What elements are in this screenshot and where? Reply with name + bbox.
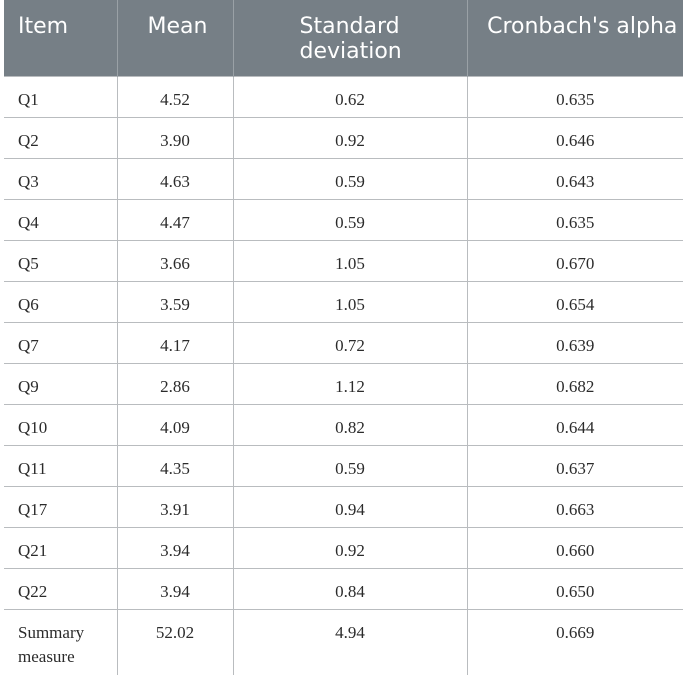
sd-cell: 0.92 — [233, 527, 467, 568]
sd-cell: 0.62 — [233, 76, 467, 117]
sd-cell: 0.82 — [233, 404, 467, 445]
sd-cell: 0.59 — [233, 158, 467, 199]
item-cell: Q5 — [4, 240, 117, 281]
mean-cell: 4.09 — [117, 404, 233, 445]
table-row — [4, 404, 683, 445]
sd-cell: 0.92 — [233, 117, 467, 158]
table-row — [4, 363, 683, 404]
table-row — [4, 199, 683, 240]
table-row — [4, 486, 683, 527]
mean-cell: 4.52 — [117, 76, 233, 117]
sd-cell: 1.05 — [233, 240, 467, 281]
sd-cell: 0.59 — [233, 445, 467, 486]
alpha-cell: 0.635 — [467, 76, 683, 117]
mean-cell: 52.02 — [117, 609, 233, 675]
item-cell: Summary measure — [4, 609, 117, 675]
table-row — [4, 568, 683, 609]
alpha-cell: 0.639 — [467, 322, 683, 363]
table-row — [4, 76, 683, 117]
alpha-cell: 0.643 — [467, 158, 683, 199]
sd-cell: 4.94 — [233, 609, 467, 675]
table-row — [4, 158, 683, 199]
sd-cell: 0.59 — [233, 199, 467, 240]
sd-cell: 1.12 — [233, 363, 467, 404]
header-row — [4, 0, 683, 76]
item-cell: Q17 — [4, 486, 117, 527]
table-row — [4, 240, 683, 281]
item-cell: Q7 — [4, 322, 117, 363]
mean-cell: 4.63 — [117, 158, 233, 199]
mean-cell: 3.59 — [117, 281, 233, 322]
item-cell: Q10 — [4, 404, 117, 445]
mean-cell: 3.94 — [117, 527, 233, 568]
item-cell: Q4 — [4, 199, 117, 240]
table-row — [4, 117, 683, 158]
alpha-cell: 0.646 — [467, 117, 683, 158]
header-item: Item — [4, 0, 117, 76]
item-cell: Q2 — [4, 117, 117, 158]
item-cell: Q9 — [4, 363, 117, 404]
header-cronbachs-alpha: Cronbach's alpha — [467, 0, 683, 76]
item-cell: Q3 — [4, 158, 117, 199]
table-body — [4, 76, 683, 675]
table-row — [4, 609, 683, 675]
alpha-cell: 0.663 — [467, 486, 683, 527]
item-cell: Q11 — [4, 445, 117, 486]
alpha-cell: 0.650 — [467, 568, 683, 609]
table-row — [4, 445, 683, 486]
alpha-cell: 0.635 — [467, 199, 683, 240]
mean-cell: 3.94 — [117, 568, 233, 609]
table-row — [4, 281, 683, 322]
table-row — [4, 527, 683, 568]
alpha-cell: 0.654 — [467, 281, 683, 322]
sd-cell: 0.84 — [233, 568, 467, 609]
alpha-cell: 0.637 — [467, 445, 683, 486]
item-cell: Q6 — [4, 281, 117, 322]
item-cell: Q1 — [4, 76, 117, 117]
alpha-cell: 0.644 — [467, 404, 683, 445]
mean-cell: 3.91 — [117, 486, 233, 527]
table-row — [4, 322, 683, 363]
alpha-cell: 0.669 — [467, 609, 683, 675]
alpha-cell: 0.660 — [467, 527, 683, 568]
sd-cell: 0.72 — [233, 322, 467, 363]
item-cell: Q21 — [4, 527, 117, 568]
table-header — [4, 0, 683, 76]
mean-cell: 3.66 — [117, 240, 233, 281]
mean-cell: 4.17 — [117, 322, 233, 363]
header-mean: Mean — [117, 0, 233, 76]
mean-cell: 2.86 — [117, 363, 233, 404]
mean-cell: 4.35 — [117, 445, 233, 486]
mean-cell: 3.90 — [117, 117, 233, 158]
sd-cell: 1.05 — [233, 281, 467, 322]
item-cell: Q22 — [4, 568, 117, 609]
header-standard-deviation: Standard deviation — [233, 0, 467, 76]
sd-cell: 0.94 — [233, 486, 467, 527]
statistics-table — [4, 0, 683, 675]
alpha-cell: 0.670 — [467, 240, 683, 281]
mean-cell: 4.47 — [117, 199, 233, 240]
alpha-cell: 0.682 — [467, 363, 683, 404]
